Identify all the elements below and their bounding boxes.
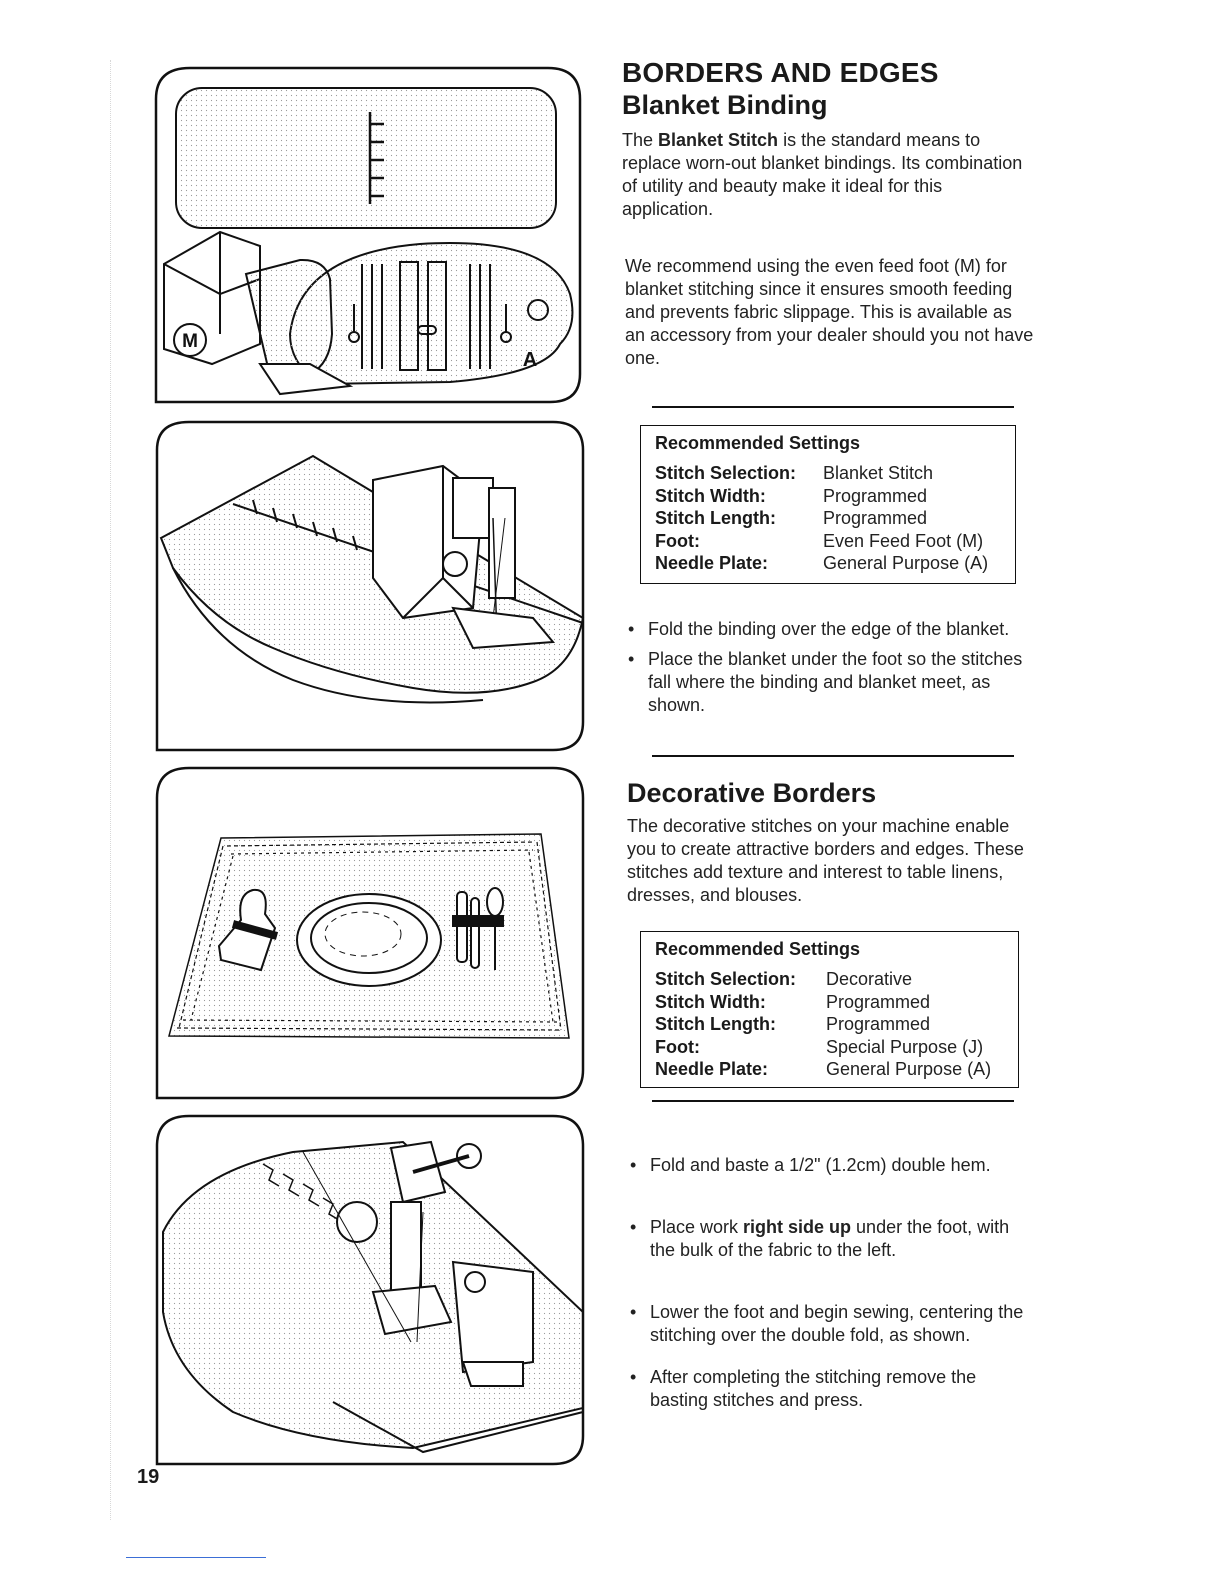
settings-row (655, 1036, 1006, 1059)
step2-pre: Place work (650, 1217, 744, 1237)
settings-value: Programmed (826, 1014, 931, 1034)
right-side-up-term: right side up (743, 1217, 852, 1237)
settings-value: Special Purpose (J) (826, 1036, 984, 1057)
section-heading-blanket-binding: Blanket Binding (622, 90, 828, 120)
divider-rule (652, 406, 1014, 408)
settings-row (655, 485, 1003, 508)
list-item: • After completing the stitching remove the basting stitches and press. (628, 1366, 1038, 1412)
settings-label: Needle Plate: (655, 1059, 769, 1079)
step2-post: under the foot, with the bulk of the fabric to the left. (650, 1217, 1010, 1260)
settings-row (655, 1013, 1006, 1036)
settings-value: Programmed (826, 991, 931, 1012)
settings-row (655, 991, 1006, 1014)
settings-box-decorative (640, 931, 1019, 1088)
settings-value: Decorative (826, 969, 913, 989)
settings-row (655, 507, 1003, 530)
settings-title: Recommended Settings (655, 939, 861, 959)
plate-a-label: A (522, 349, 538, 371)
settings-row (655, 968, 1006, 991)
settings-row (655, 530, 1003, 553)
settings-value: Programmed (823, 485, 928, 506)
section-heading-decorative-borders: Decorative Borders (627, 778, 877, 808)
settings-row (655, 1058, 1006, 1081)
blanket-stitch-term: Blanket Stitch (658, 130, 779, 150)
settings-label: Needle Plate: (655, 553, 769, 573)
figure-decorative-placemat (153, 764, 587, 1102)
settings-label: Stitch Length: (655, 508, 776, 528)
blanket-steps-list (626, 618, 1026, 717)
settings-title: Recommended Settings (655, 433, 861, 453)
settings-label: Foot: (655, 1036, 700, 1057)
divider-rule (652, 755, 1014, 757)
settings-value: Even Feed Foot (M) (823, 530, 984, 551)
foot-m-label: M (182, 331, 198, 352)
settings-value: General Purpose (A) (826, 1059, 992, 1079)
page-number: 19 (137, 1466, 160, 1488)
settings-label: Foot: (655, 530, 700, 551)
blanket-intro-paragraph (622, 129, 1032, 221)
settings-box-blanket (640, 425, 1016, 584)
figure-double-hem-sewing (153, 1112, 587, 1468)
blanket-intro-post: is the standard means to replace worn-out blanket bindings. Its combination of utility and beauty make it ideal for this application. (622, 130, 1023, 219)
list-item (628, 1216, 1038, 1262)
settings-value: Programmed (823, 508, 928, 528)
settings-row (655, 552, 1003, 575)
page-title: BORDERS AND EDGES (622, 57, 939, 88)
even-feed-recommendation: We recommend using the even feed foot (M) for blanket stitching since it ensures smooth feeding and prevents fabric slippage. This is available as an accessory from your dealer should you not have one. (625, 256, 1034, 368)
list-item: • Lower the foot and begin sewing, centering the stitching over the double fold, as shown. (628, 1301, 1038, 1347)
list-item: • Place the blanket under the foot so the stitches fall where the binding and blanket meet, as shown. (626, 648, 1026, 717)
settings-label: Stitch Selection: (655, 969, 797, 989)
decorative-intro-paragraph: The decorative stitches on your machine enable you to create attractive borders and edges. These stitches add texture and interest to table linens, dresses, and blouses. (627, 816, 1024, 905)
settings-label: Stitch Length: (655, 1014, 776, 1034)
settings-row (655, 462, 1003, 485)
settings-label: Stitch Width: (655, 991, 766, 1012)
decorative-steps-list (628, 1154, 1038, 1412)
list-item: • Fold and baste a 1/2" (1.2cm) double hem. (628, 1154, 1038, 1177)
settings-label: Stitch Selection: (655, 463, 797, 483)
figure-even-feed-foot-and-plate (150, 64, 586, 408)
footer-line (126, 1557, 266, 1558)
blanket-intro-pre: The (622, 130, 659, 150)
list-item: • Fold the binding over the edge of the blanket. (626, 618, 1026, 641)
settings-label: Stitch Width: (655, 485, 766, 506)
settings-value: General Purpose (A) (823, 553, 989, 573)
binding-margin-line (110, 60, 111, 1520)
figure-blanket-binding (153, 418, 587, 754)
divider-rule (652, 1100, 1014, 1102)
settings-value: Blanket Stitch (823, 463, 934, 483)
